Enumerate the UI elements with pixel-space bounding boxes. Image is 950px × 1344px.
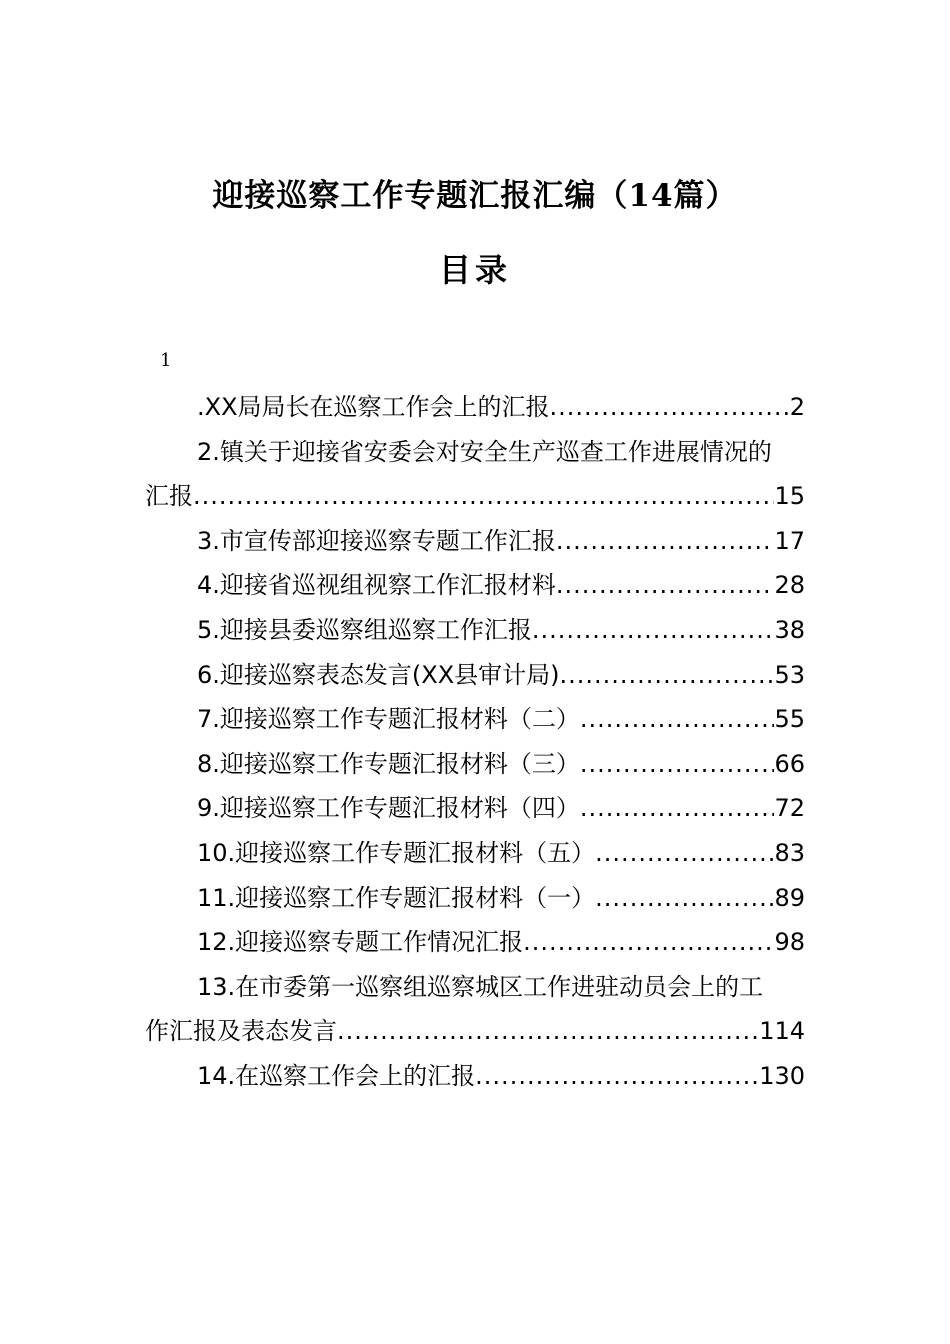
toc-heading: 目录 [438, 251, 511, 289]
toc-entry-title: 12.迎接巡察专题工作情况汇报 [197, 928, 524, 957]
toc-entry-title-cont: 作汇报及表态发言 [145, 1017, 337, 1046]
table-of-contents [145, 385, 805, 1099]
toc-entry-title: 4.迎接省巡视组视察工作汇报材料 [197, 571, 556, 600]
toc-entry-page: 2 [789, 393, 805, 421]
toc-entry-title: 3.市宣传部迎接巡察专题工作汇报 [197, 526, 556, 555]
toc-entry-title: 8.迎接巡察工作专题汇报材料（三） [197, 749, 580, 778]
toc-entry[interactable] [145, 831, 805, 876]
toc-entry[interactable] [145, 385, 805, 430]
toc-entry[interactable] [145, 1054, 805, 1099]
toc-entry[interactable] [145, 697, 805, 742]
toc-entry[interactable] [145, 742, 805, 787]
toc-entry-page: 130 [759, 1061, 805, 1090]
toc-entry[interactable] [145, 430, 805, 519]
toc-entry[interactable] [145, 876, 805, 921]
toc-entry-page: 98 [774, 928, 805, 957]
toc-entry-page: 83 [774, 838, 805, 867]
toc-entry-page: 28 [774, 571, 805, 600]
toc-entry-title: 11.迎接巡察工作专题汇报材料（一） [197, 883, 596, 912]
toc-entry[interactable] [145, 965, 805, 1054]
toc-entry-page: 114 [759, 1017, 805, 1046]
toc-entry-title: 10.迎接巡察工作专题汇报材料（五） [197, 838, 596, 867]
toc-entry-page: 15 [774, 482, 805, 511]
toc-entry-title: 5.迎接县委巡察组巡察工作汇报 [197, 615, 532, 644]
document-title: 迎接巡察工作专题汇报汇编（14篇） [212, 178, 738, 214]
toc-entry-page: 17 [774, 526, 805, 555]
toc-entry[interactable] [145, 519, 805, 564]
toc-entry-title-cont: 汇报 [145, 482, 193, 511]
toc-entry[interactable] [145, 653, 805, 698]
toc-entry[interactable] [145, 563, 805, 608]
toc-entry-title: 7.迎接巡察工作专题汇报材料（二） [197, 705, 580, 734]
toc-entry-title: 9.迎接巡察工作专题汇报材料（四） [197, 794, 580, 823]
toc-entry[interactable] [145, 786, 805, 831]
toc-entry-title: .XX局局长在巡察工作会上的汇报 [197, 393, 550, 421]
page-marker: 1 [160, 350, 172, 371]
toc-entry-page: 66 [774, 749, 805, 778]
toc-entry-title: 14.在巡察工作会上的汇报 [197, 1061, 476, 1090]
toc-entry-page: 55 [774, 705, 805, 734]
toc-entry-page: 38 [774, 615, 805, 644]
toc-entry-title: 6.迎接巡察表态发言(XX县审计局) [197, 660, 560, 689]
toc-entry-page: 72 [774, 794, 805, 823]
toc-entry-page: 89 [774, 883, 805, 912]
toc-entry-title: 13.在市委第一巡察组巡察城区工作进驻动员会上的工 [197, 972, 764, 1001]
toc-entry-title: 2.镇关于迎接省安委会对安全生产巡查工作进展情况的 [197, 437, 772, 466]
toc-entry-page: 53 [774, 660, 805, 689]
toc-entry[interactable] [145, 920, 805, 965]
toc-entry[interactable] [145, 608, 805, 653]
